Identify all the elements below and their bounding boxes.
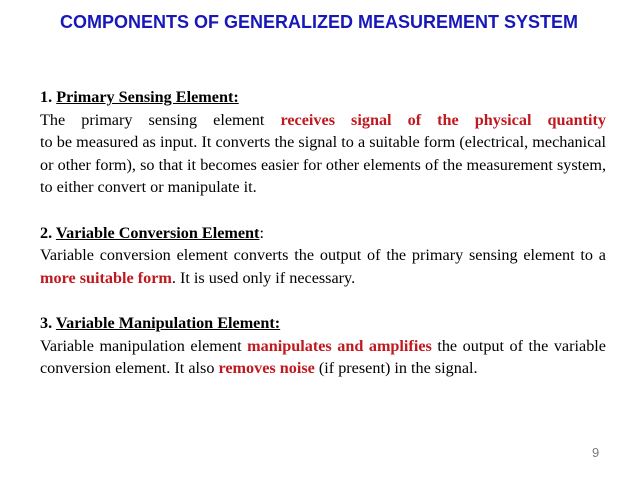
- highlighted-text: removes noise: [218, 359, 315, 378]
- highlighted-text: manipulates and amplifies: [247, 336, 432, 355]
- highlighted-text: more suitable form: [40, 268, 172, 287]
- section-heading: [40, 86, 606, 109]
- section-number: 1.: [40, 88, 53, 106]
- highlighted-text: receives signal of the physical quantity: [280, 110, 606, 129]
- slide-title: COMPONENTS OF GENERALIZED MEASUREMENT SYSTEM: [59, 12, 579, 32]
- body-text: Variable conversion element converts the output of the primary sensing element to a: [40, 246, 606, 265]
- section-heading: [40, 312, 606, 335]
- section-number: 3.: [40, 313, 53, 332]
- page-number: 9: [592, 445, 600, 460]
- body-text: Variable manipulation element: [40, 336, 248, 355]
- section-title: Primary Sensing Element:: [56, 88, 239, 106]
- section-variable-conversion-element: [40, 222, 606, 290]
- body-text: The primary sensing element: [40, 110, 281, 129]
- section-heading: [40, 222, 606, 245]
- section-body: [40, 244, 606, 289]
- section-body: to be measured as input. It converts the signal to a suitable form (electrical, mechanical or other form), so that it becomes easier for other elements of the measurement system, to either convert or manipulate it.: [40, 133, 606, 197]
- body-text: . It is used only if necessary.: [171, 268, 356, 287]
- section-title: Variable Conversion Element: [55, 223, 260, 242]
- body-text: the output of the variable conversion element. It also: [40, 336, 606, 378]
- heading-colon: :: [259, 223, 264, 242]
- section-variable-manipulation-element: [40, 312, 606, 380]
- slide-content: [40, 86, 606, 380]
- section-title: Variable Manipulation Element:: [55, 313, 281, 332]
- section-number: 2.: [40, 223, 53, 242]
- section-body-first-line: [40, 109, 606, 132]
- section-primary-sensing-element: [40, 86, 606, 199]
- body-text: (if present) in the signal.: [314, 359, 478, 378]
- section-body: [40, 335, 606, 380]
